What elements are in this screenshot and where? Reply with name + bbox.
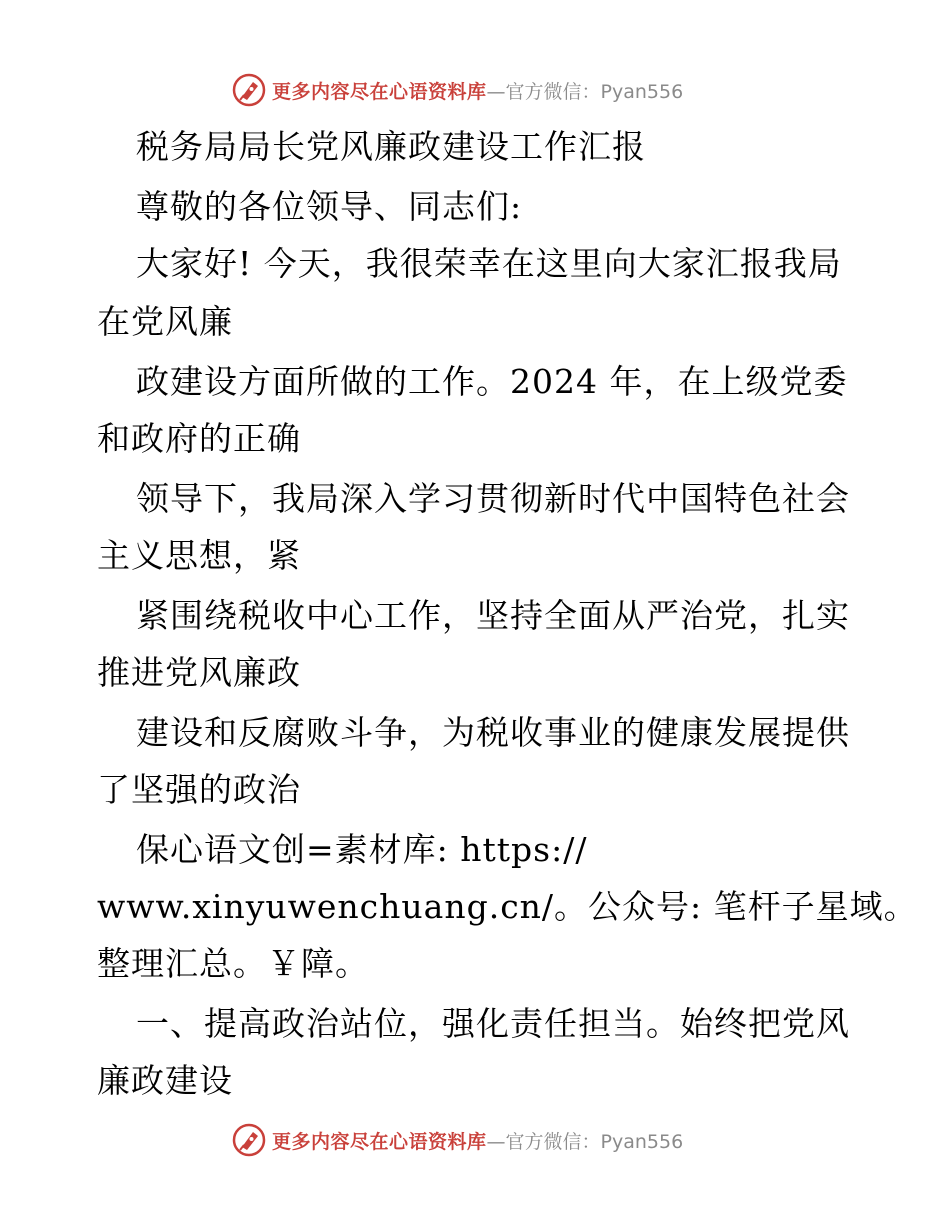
body-line: 建设和反腐败斗争，为税收事业的健康发展提供 xyxy=(136,713,850,752)
body-line: 紧围绕税收中心工作，坚持全面从严治党，扎实 xyxy=(136,596,850,635)
body-line: 廉政建设 xyxy=(97,1061,233,1100)
body-line: 整理汇总。￥障。 xyxy=(97,944,369,983)
body-line: 领导下，我局深入学习贯彻新时代中国特色社会 xyxy=(136,479,850,518)
body-line: 政建设方面所做的工作。2024 年，在上级党委 xyxy=(136,362,848,401)
body-line: 了坚强的政治 xyxy=(97,770,301,809)
body-line: 保心语文创=素材库: https:// xyxy=(136,830,588,869)
body-line: 大家好! 今天，我很荣幸在这里向大家汇报我局 xyxy=(136,244,842,283)
bottom-watermark-banner xyxy=(232,1122,683,1158)
top-watermark-banner xyxy=(232,72,683,108)
body-line: 和政府的正确 xyxy=(97,419,301,458)
body-line: 在党风廉 xyxy=(97,302,233,341)
watermark-brand-text: 更多内容尽在心语资料库 xyxy=(272,80,487,103)
salutation-line: 尊敬的各位领导、同志们: xyxy=(136,187,523,226)
watermark-brand-text: 更多内容尽在心语资料库 xyxy=(272,1130,487,1153)
section-heading-line: 一、提高政治站位，强化责任担当。始终把党风 xyxy=(136,1004,850,1043)
pen-nib-icon xyxy=(232,73,266,107)
body-line: 主义思想，紧 xyxy=(97,536,301,575)
document-title: 税务局局长党风廉政建设工作汇报 xyxy=(136,127,646,166)
watermark-contact-text: —官方微信：Pyan556 xyxy=(486,80,684,103)
watermark-contact-text: —官方微信：Pyan556 xyxy=(486,1130,684,1153)
body-line: www.xinyuwenchuang.cn/。公众号: 笔杆子星域。 xyxy=(97,887,918,926)
body-line: 推进党风廉政 xyxy=(97,653,301,692)
pen-nib-icon xyxy=(232,1123,266,1157)
